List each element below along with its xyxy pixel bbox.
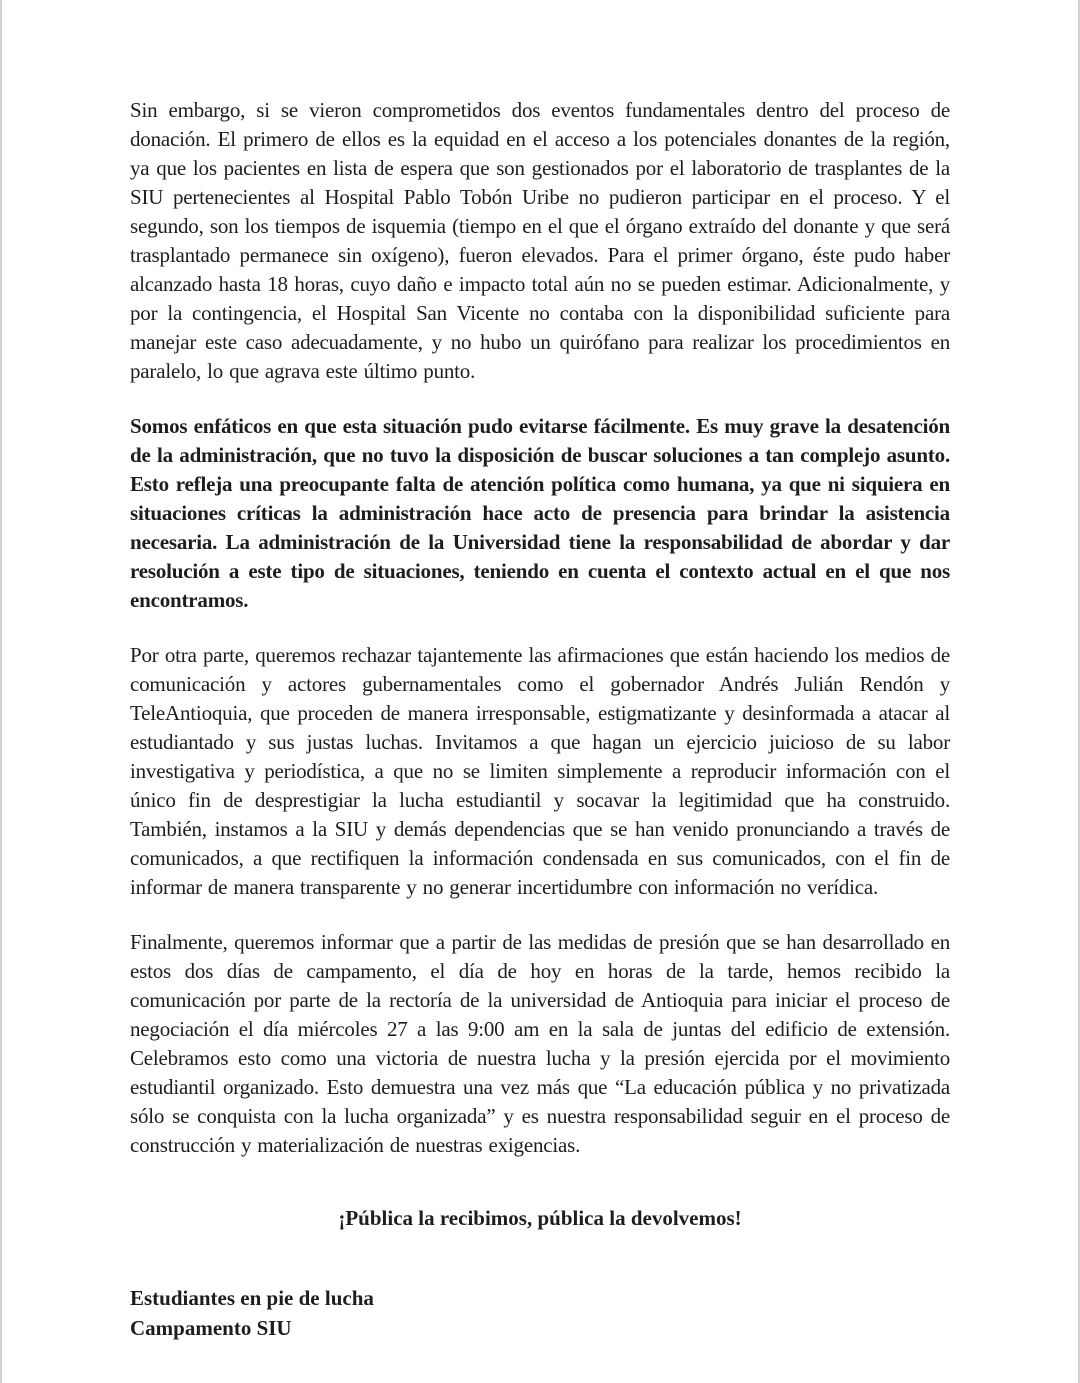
- closing-slogan: ¡Pública la recibimos, pública la devolvemos!: [338, 1206, 742, 1230]
- paragraph-negotiation-announcement: Finalmente, queremos informar que a partir de las medidas de presión que se han desarrollado en estos dos días de campamento, el día de hoy en horas de la tarde, hemos recibido la comunicación por parte de la rectoría de la universidad de Antioquia para iniciar el proceso de negociación el día miércoles 27 a las 9:00 am en la sala de juntas del edificio de extensión. Celebramos esto como una victoria de nuestra lucha y la presión ejercida por el movimiento estudiantil organizado. Esto demuestra una vez más que “La educación pública y no privatizada sólo se conquista con la lucha organizada” y es nuestra responsabilidad seguir en el proceso de construcción y materialización de nuestras exigencias.: [130, 930, 950, 1157]
- signature-line-1: Estudiantes en pie de lucha: [130, 1286, 374, 1310]
- paragraph-administration-criticism: Somos enfáticos en que esta situación pudo evitarse fácilmente. Es muy grave la desatención de la administración, que no tuvo la disposición de buscar soluciones a tan complejo asunto. Esto refleja una preocupante falta de atención política como humana, ya que ni siquiera en situaciones críticas la administración hace acto de presencia para brindar la asistencia necesaria. La administración de la Universidad tiene la responsabilidad de abordar y dar resolución a este tipo de situaciones, teniendo en cuenta el contexto actual en el que nos encontramos.: [130, 414, 950, 612]
- paragraph-media-rejection: Por otra parte, queremos rechazar tajantemente las afirmaciones que están haciendo los medios de comunicación y actores gubernamentales como el gobernador Andrés Julián Rendón y TeleAntioquia, que proceden de manera irresponsable, estigmatizante y desinformada a atacar al estudiantado y sus justas luchas. Invitamos a que hagan un ejercicio juicioso de su labor investigativa y periodística, a que no se limiten simplemente a reproducir información con el único fin de desprestigiar la lucha estudiantil y socavar la legitimidad que ha construido. También, instamos a la SIU y demás dependencias que se han venido pronunciando a través de comunicados, a que rectifiquen la información condensada en sus comunicados, con el fin de informar de manera transparente y no generar incertidumbre con información no verídica.: [130, 643, 950, 899]
- paragraph-donation-process: Sin embargo, si se vieron comprometidos dos eventos fundamentales dentro del proceso de donación. El primero de ellos es la equidad en el acceso a los potenciales donantes de la región, ya que los pacientes en lista de espera que son gestionados por el laboratorio de trasplantes de la SIU pertenecientes al Hospital Pablo Tobón Uribe no pudieron participar en el proceso. Y el segundo, son los tiempos de isquemia (tiempo en el que el órgano extraído del donante y que será trasplantado permanece sin oxígeno), fueron elevados. Para el primer órgano, éste pudo haber alcanzado hasta 18 horas, cuyo daño e impacto total aún no se pueden estimar. Adicionalmente, y por la contingencia, el Hospital San Vicente no contaba con la disponibilidad suficiente para manejar este caso adecuadamente, y no hubo un quirófano para realizar los procedimientos en paralelo, lo que agrava este último punto.: [130, 98, 950, 383]
- signature-line-2: Campamento SIU: [130, 1316, 292, 1340]
- signature-block: [130, 1283, 950, 1343]
